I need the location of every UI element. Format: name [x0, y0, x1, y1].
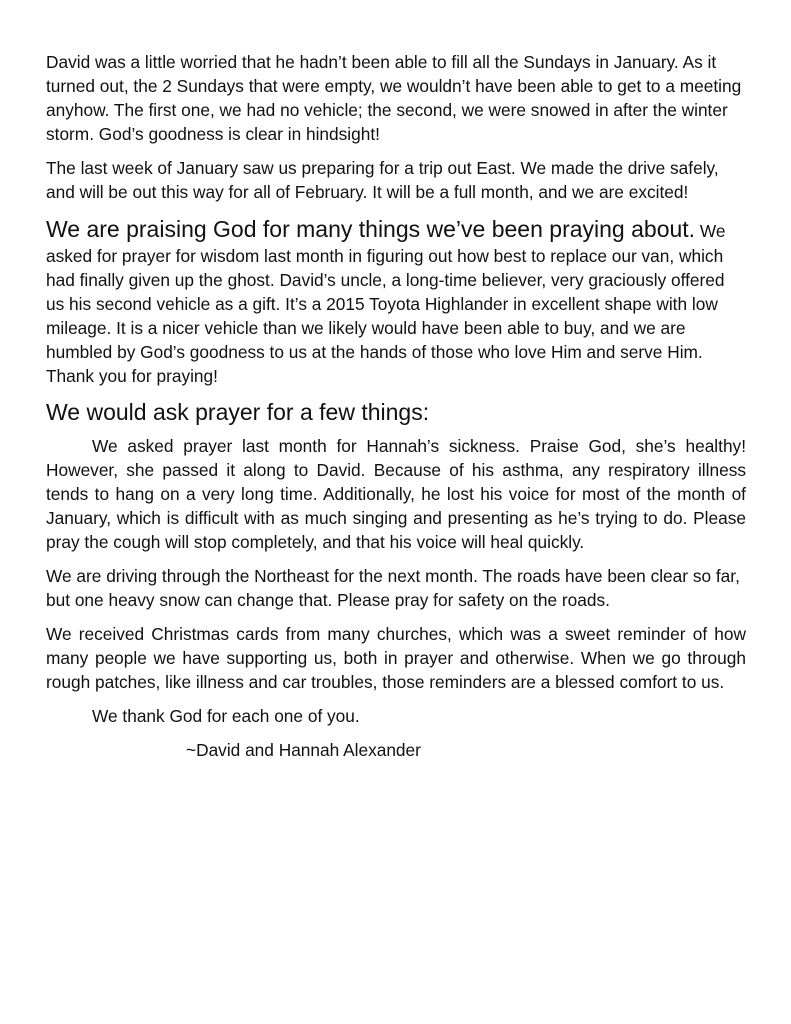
letter-page — [46, 50, 746, 772]
paragraph-christmas-cards: We received Christmas cards from many churches, which was a sweet reminder of how many people we have supporting us, both in prayer and otherwise. When we go through rough patches, like illness and car troubles, those reminders are a blessed comfort to us. — [46, 624, 746, 692]
signature: ~David and Hannah Alexander — [186, 740, 421, 760]
paragraph-trip-east: The last week of January saw us preparing for a trip out East. We made the drive safely, and will be out this way for all of February. It will be a full month, and we are excited! — [46, 158, 719, 202]
paragraph-sundays: David was a little worried that he hadn’t been able to fill all the Sundays in January. As it turned out, the 2 Sundays that were empty, we wouldn’t have been able to get to a meeting anyhow. The first one, we had no vehicle; the second, we were snowed in after the winter storm. God’s goodness is clear in hindsight! — [46, 52, 742, 144]
paragraph-praise — [46, 214, 746, 388]
paragraph-sickness: We asked prayer last month for Hannah’s sickness. Praise God, she’s healthy! However, she passed it along to David. Because of his asthma, any respiratory illness tends to hang on a very long time. Additionally, he lost his voice for most of the month of January, which is difficult with as much singing and presenting as he’s trying to do. Please pray the cough will stop completely, and that his voice will heal quickly. — [46, 436, 746, 552]
praise-body: We asked for prayer for wisdom last month in figuring out how best to replace our van, which had finally given up the ghost. David’s uncle, a long-time believer, very graciously offered us his second vehicle as a gift. It’s a 2015 Toyota Highlander in excellent shape with low mileage. It is a nicer vehicle than we likely would have been able to buy, and we are humbled by God’s goodness to us at the hands of those who love Him and serve Him. Thank you for praying! — [46, 221, 726, 386]
prayer-heading: We would ask prayer for a few things: — [46, 399, 430, 425]
paragraph-thanks: We thank God for each one of you. — [92, 706, 360, 726]
praise-lead: We are praising God for many things we’ve been praying about. — [46, 216, 696, 242]
paragraph-driving: We are driving through the Northeast for the next month. The roads have been clear so far, but one heavy snow can change that. Please pray for safety on the roads. — [46, 566, 740, 610]
